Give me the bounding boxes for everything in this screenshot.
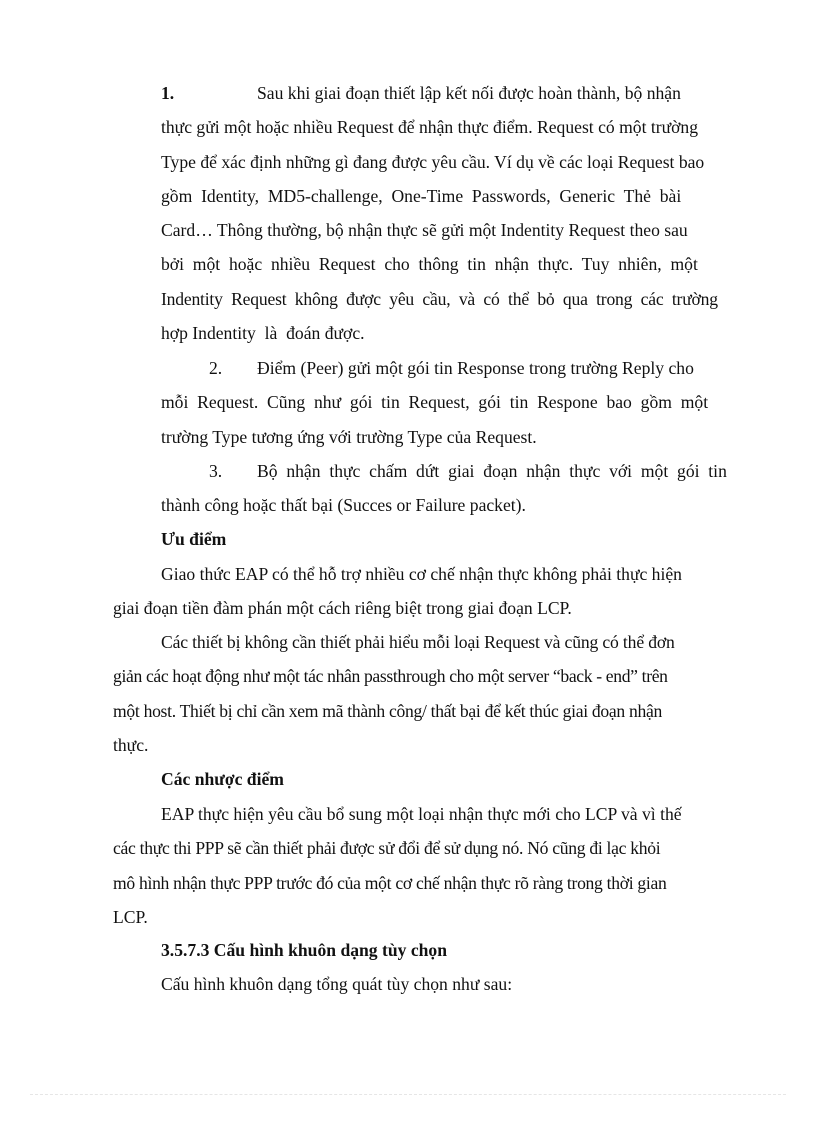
paragraph-last: Cấu hình khuôn dạng tổng quát tùy chọn như sau:: [161, 974, 513, 994]
list-2-line-3: trường Type tương ứng với trường Type của Request.: [161, 426, 537, 447]
paragraph-advantages-2: [113, 625, 739, 762]
section-heading: 3.5.7.3 Cấu hình khuôn dạng tùy chọn: [161, 940, 448, 960]
list-3-line-1: Bộ nhận thực chấm dứt giai đoạn nhận thực với một gói tin: [257, 461, 727, 481]
dis-line-1: EAP thực hiện yêu cầu bổ sung một loại nhận thực mới cho LCP và vì thế: [161, 804, 682, 824]
adv1-line-1: Giao thức EAP có thể hỗ trợ nhiều cơ chế nhận thực không phải thực hiện: [161, 564, 682, 584]
list-1-line-8: hợp Indentity là đoán được.: [161, 323, 365, 344]
dis-line-3: mô hình nhận thực PPP trước đó của một cơ chế nhận thực rõ ràng trong thời gian: [113, 872, 667, 893]
list-1-line-3: Type để xác định những gì đang được yêu cầu. Ví dụ về các loại Request bao: [161, 151, 705, 172]
list-2-line-2: mỗi Request. Cũng như gói tin Request, gói tin Respone bao gồm một: [161, 392, 709, 413]
list-item-3: [161, 454, 739, 523]
dis-line-2: các thực thi PPP sẽ cần thiết phải được sử đổi để sử dụng nó. Nó cũng đi lạc khỏi: [113, 838, 661, 859]
list-1-line-5: Card… Thông thường, bộ nhận thực sẽ gửi một Indentity Request theo sau: [161, 220, 688, 241]
paragraph-disadvantages: [113, 797, 739, 934]
list-1-line-7: Indentity Request không được yêu cầu, và có thể bỏ qua trong các trường: [161, 288, 718, 309]
list-number-3: 3.: [209, 461, 223, 481]
list-number-1: 1.: [161, 83, 175, 103]
dis-line-4: LCP.: [113, 906, 148, 927]
adv2-line-4: thực.: [113, 734, 149, 755]
adv2-line-1: Các thiết bị không cần thiết phải hiểu mỗi loại Request và cũng có thể đơn: [161, 632, 675, 652]
list-3-line-2: thành công hoặc thất bại (Succes or Failure packet).: [161, 495, 526, 516]
list-1-line-4: gồm Identity, MD5-challenge, One-Time Passwords, Generic Thẻ bài: [161, 185, 682, 206]
adv2-line-2: giản các hoạt động như một tác nhân passthrough cho một server “back - end” trên: [113, 666, 668, 687]
paragraph-advantages-1: [113, 557, 739, 626]
list-1-line-1: Sau khi giai đoạn thiết lập kết nối được hoàn thành, bộ nhận: [257, 83, 681, 103]
list-number-2: 2.: [209, 358, 223, 378]
list-1-line-2: thực gửi một hoặc nhiều Request để nhận thực điểm. Request có một trường: [161, 117, 699, 138]
list-1-line-6: bởi một hoặc nhiều Request cho thông tin nhận thực. Tuy nhiên, một: [161, 254, 698, 275]
page-footer-divider: [30, 1094, 786, 1095]
list-2-line-1: Điểm (Peer) gửi một gói tin Response trong trường Reply cho: [257, 358, 694, 378]
heading-advantages: Ưu điểm: [161, 529, 227, 549]
list-item-1: [161, 76, 739, 350]
heading-disadvantages: Các nhược điểm: [161, 769, 284, 789]
adv1-line-2: giai đoạn tiền đàm phán một cách riêng biệt trong giai đoạn LCP.: [113, 598, 572, 619]
adv2-line-3: một host. Thiết bị chỉ cần xem mã thành công/ thất bại để kết thúc giai đoạn nhận: [113, 700, 662, 721]
list-item-2: [161, 351, 739, 454]
